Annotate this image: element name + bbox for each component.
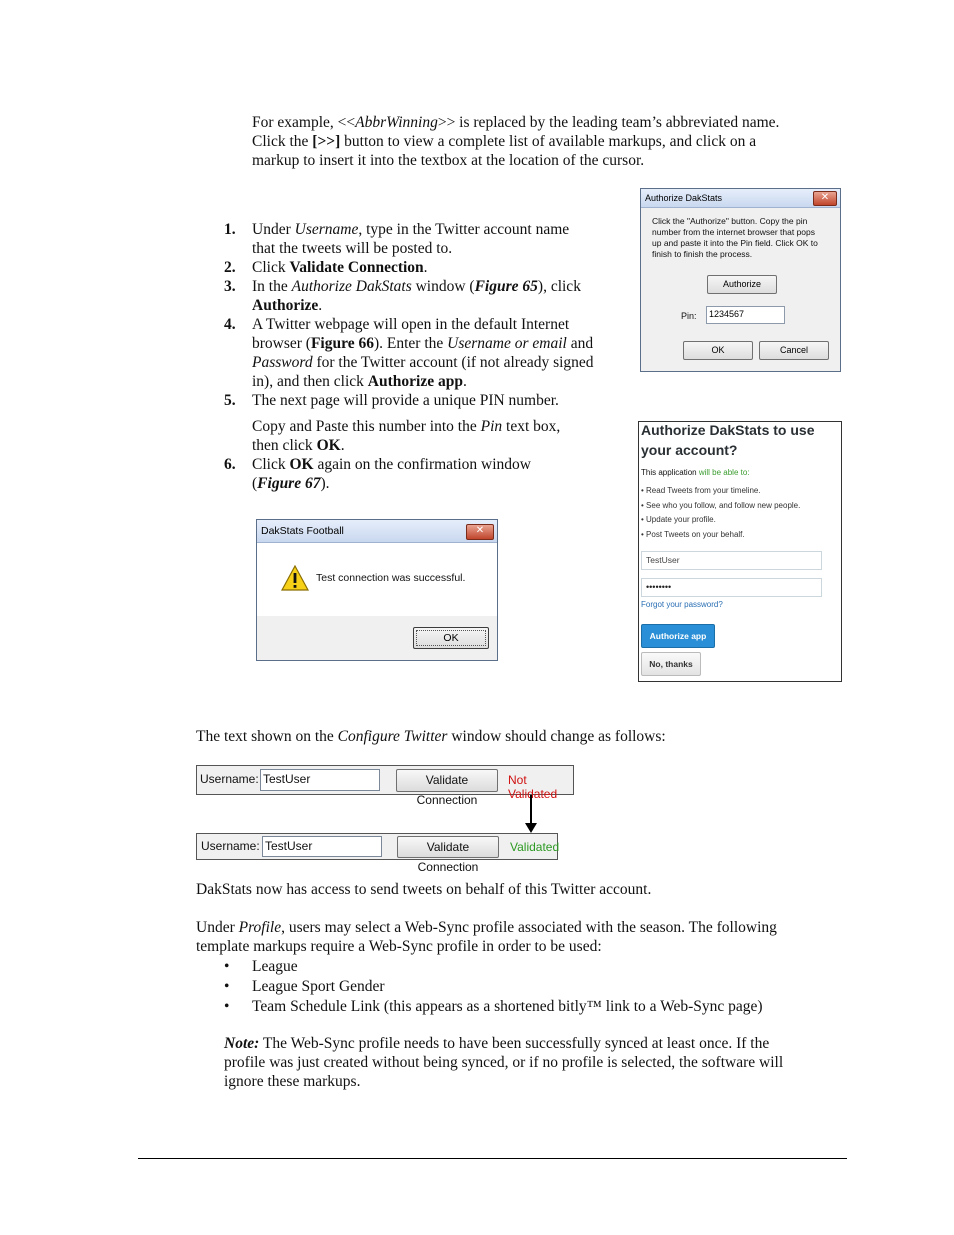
twitter-authorize-page xyxy=(638,421,842,682)
permissions-intro-green: will be able to: xyxy=(698,468,750,477)
step-3 xyxy=(224,277,634,315)
username-input[interactable]: TestUser xyxy=(641,551,822,570)
step-text: Copy and Paste this number into the xyxy=(252,418,481,435)
profile-line-1 xyxy=(196,918,846,937)
permission-text: See who you follow, and follow new people. xyxy=(646,500,801,510)
arrow-down-icon xyxy=(524,795,538,835)
step-number: 3. xyxy=(224,278,236,295)
step-text: ). Enter the xyxy=(373,335,448,352)
bullet-item: • League xyxy=(224,957,844,977)
permissions-intro xyxy=(641,468,750,477)
dialog-title: DakStats Football xyxy=(261,525,344,537)
body-text: The text shown on the xyxy=(196,728,338,745)
step-term: Authorize DakStats xyxy=(291,278,412,295)
step-term: Validate Connection xyxy=(289,259,424,276)
status-validated: Validated xyxy=(510,840,560,854)
twitter-heading xyxy=(641,420,841,460)
step-text: . xyxy=(340,437,345,454)
step-text: ( xyxy=(252,475,258,492)
step-text: A Twitter webpage will open in the default Internet xyxy=(252,316,570,333)
step-term: OK xyxy=(316,437,341,454)
step-term: Authorize xyxy=(252,297,319,314)
step-number: 1. xyxy=(224,221,236,238)
step-text: text box, xyxy=(502,418,561,435)
step-text: Click xyxy=(252,259,290,276)
markup-button-ref: [>>] xyxy=(312,133,341,150)
intro-text: Click the xyxy=(252,133,313,150)
step-text: then click xyxy=(252,437,317,454)
intro-text: button to view a complete list of available markups, and click on a xyxy=(340,133,757,150)
step-text: ). xyxy=(320,475,330,492)
markup-bullets xyxy=(224,957,844,1017)
intro-line-3: markup to insert it into the textbox at the location of the cursor. xyxy=(252,152,645,169)
validate-connection-button[interactable]: Validate Connection xyxy=(396,769,498,792)
permission-text: Read Tweets from your timeline. xyxy=(646,486,761,495)
profile-line-2: template markups require a Web-Sync profile in order to be used: xyxy=(196,938,602,955)
note-line-3: ignore these markups. xyxy=(224,1073,361,1090)
step-2 xyxy=(224,258,634,277)
bullet-glyph: • xyxy=(641,529,647,539)
step-5 xyxy=(224,391,634,410)
permission-text: Update your profile. xyxy=(646,515,716,524)
profile-paragraph xyxy=(196,918,846,956)
permission-item xyxy=(641,484,800,499)
dialog-title: Authorize DakStats xyxy=(645,193,723,203)
permission-item xyxy=(641,499,800,514)
pin-input[interactable]: 1234567 xyxy=(706,306,785,324)
step-5-continued xyxy=(224,417,634,455)
message-line: number from the internet browser that pops xyxy=(652,227,815,237)
intro-paragraph xyxy=(252,113,852,170)
message-line: finish to finish the process. xyxy=(652,249,753,259)
bullet-glyph: • xyxy=(641,515,647,524)
permission-item xyxy=(641,513,800,528)
username-input[interactable]: TestUser xyxy=(262,836,382,857)
step-text: Under xyxy=(252,221,295,238)
steps-list xyxy=(224,220,634,493)
body-text: window should change as follows: xyxy=(447,728,666,745)
step-text: . xyxy=(462,373,467,390)
step-text: window ( xyxy=(411,278,475,295)
authorize-button[interactable]: Authorize xyxy=(707,275,777,294)
no-thanks-button[interactable]: No, thanks xyxy=(641,652,701,676)
step-text: , type in the Twitter account name xyxy=(358,221,570,238)
field-name: Profile xyxy=(238,919,282,936)
step-term: Username or email xyxy=(447,335,567,352)
step-1 xyxy=(224,220,634,258)
markup-example: AbbrWinning xyxy=(355,114,438,131)
username-label: Username: xyxy=(200,772,259,786)
step-term: Pin xyxy=(480,418,503,435)
footer-rule xyxy=(138,1158,847,1159)
figure-ref: Figure 65 xyxy=(474,278,538,295)
validate-connection-button[interactable]: Validate Connection xyxy=(397,836,499,858)
step-text: . xyxy=(423,259,428,276)
step-number: 5. xyxy=(224,392,236,409)
step-text: again on the confirmation window xyxy=(313,456,531,473)
intro-text: For example, << xyxy=(252,114,356,131)
bullet-item: • Team Schedule Link (this appears as a shortened bitly™ link to a Web-Sync page) xyxy=(224,997,844,1017)
dakstats-football-dialog xyxy=(256,519,498,661)
note-label: Note: xyxy=(224,1035,260,1052)
authorize-dakstats-dialog xyxy=(640,188,841,372)
username-strip-not-validated xyxy=(196,765,574,807)
step-text: and xyxy=(566,335,594,352)
password-input[interactable]: •••••••• xyxy=(641,578,822,597)
bullet-item: • League Sport Gender xyxy=(224,977,844,997)
access-text: DakStats now has access to send tweets on behalf of this Twitter account. xyxy=(196,881,652,898)
authorize-app-button[interactable]: Authorize app xyxy=(641,624,715,648)
step-number: 6. xyxy=(224,456,236,473)
close-icon[interactable]: ✕ xyxy=(813,191,837,206)
note-line-1 xyxy=(224,1034,854,1053)
body-text: , users may select a Web-Sync profile associated with the season. The following xyxy=(281,919,777,936)
heading-line: Authorize DakStats to use xyxy=(641,422,815,438)
status-not-validated: Not Validated xyxy=(508,773,558,801)
ok-button[interactable]: OK xyxy=(413,627,489,649)
step-text: in), and then click xyxy=(252,373,368,390)
figure-ref: Figure 66 xyxy=(310,335,374,352)
dialog-titlebar xyxy=(257,520,497,543)
step-4 xyxy=(224,315,634,391)
step-text: ), click xyxy=(537,278,581,295)
cancel-button[interactable]: Cancel xyxy=(759,341,829,360)
username-strip-validated xyxy=(196,833,560,874)
step-6 xyxy=(224,455,634,493)
dialog-message xyxy=(652,216,837,260)
note-line-2: profile was just created without being synced, or if no profile is selected, the software will xyxy=(224,1054,784,1071)
step-text: The next page will provide a unique PIN number. xyxy=(252,392,559,409)
bullet-glyph: • xyxy=(641,486,647,495)
message-line: Click the "Authorize" button. Copy the pin xyxy=(652,216,808,226)
step-number: 2. xyxy=(224,259,236,276)
figure-ref: Figure 67 xyxy=(257,475,321,492)
close-icon[interactable]: ✕ xyxy=(466,524,494,540)
username-input[interactable]: TestUser xyxy=(260,769,380,791)
step-text: . xyxy=(318,297,323,314)
step-term: Password xyxy=(252,354,313,371)
step-text: browser ( xyxy=(252,335,311,352)
pin-label: Pin: xyxy=(681,311,697,321)
step-term: Authorize app xyxy=(367,373,463,390)
heading-line: your account? xyxy=(641,442,738,458)
intro-line-2 xyxy=(252,132,852,151)
body-text: The Web-Sync profile needs to have been successfully synced at least once. If the xyxy=(259,1035,770,1052)
note-paragraph xyxy=(224,1034,854,1091)
bullet-glyph: • xyxy=(641,500,647,510)
permissions-intro-text: This application xyxy=(641,468,699,477)
dialog-titlebar xyxy=(641,189,840,208)
permissions-list xyxy=(641,484,800,542)
step-text: In the xyxy=(252,278,292,295)
intro-line-1 xyxy=(252,113,852,132)
message-line: up and paste it into the Pin field. Click OK to xyxy=(652,238,818,248)
permission-item xyxy=(641,528,800,543)
warning-icon xyxy=(281,565,309,591)
step-text: Click xyxy=(252,456,290,473)
success-message: Test connection was successful. xyxy=(316,572,466,584)
permission-text: Post Tweets on your behalf. xyxy=(646,529,745,539)
ok-button[interactable]: OK xyxy=(683,341,753,360)
step-text: that the tweets will be posted to. xyxy=(252,240,453,257)
step-number: 4. xyxy=(224,316,236,333)
username-label: Username: xyxy=(201,839,260,853)
intro-text: >> is replaced by the leading team’s abbreviated name. xyxy=(437,114,780,131)
configure-twitter-text xyxy=(196,727,666,746)
step-term: OK xyxy=(289,456,314,473)
step-text: for the Twitter account (if not already signed xyxy=(312,354,594,371)
window-name: Configure Twitter xyxy=(337,728,448,745)
step-term: Username xyxy=(294,221,359,238)
forgot-password-link[interactable]: Forgot your password? xyxy=(641,600,723,609)
body-text: Under xyxy=(196,919,239,936)
